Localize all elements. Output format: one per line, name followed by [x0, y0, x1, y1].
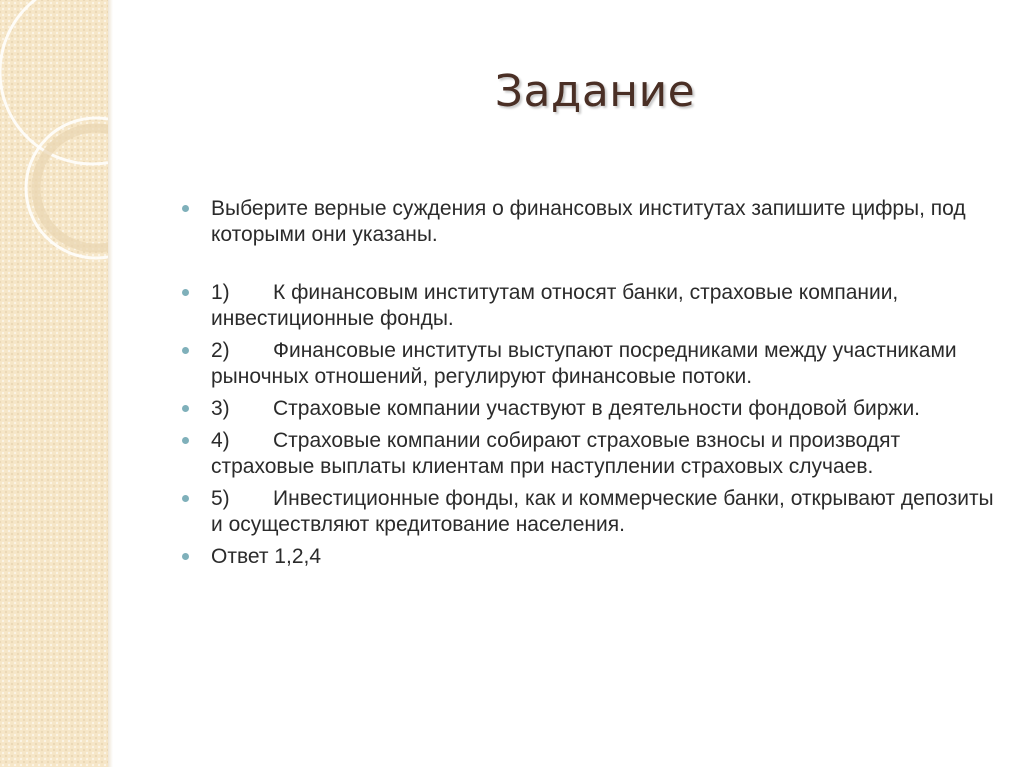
- option-item-5: [178, 486, 998, 538]
- option-number: 3): [211, 397, 230, 420]
- task-list: [178, 196, 998, 570]
- option-text: Страховые компании участвуют в деятельности фондовой биржи.: [273, 397, 921, 420]
- decorative-rings-graphic: [0, 0, 108, 767]
- option-text: Финансовые институты выступают посредниками между участниками рыночных отношений, регулируют финансовые потоки.: [211, 339, 957, 388]
- decorative-side-panel: [0, 0, 108, 767]
- slide-title: Задание: [494, 66, 696, 117]
- bullet-icon: [182, 205, 189, 212]
- option-text: Страховые компании собирают страховые взносы и производят страховые выплаты клиентам при наступлении страховых случаев.: [211, 429, 901, 478]
- task-intro: [178, 196, 998, 248]
- option-text: Инвестиционные фонды, как и коммерческие банки, открывают депозиты и осуществляют кредитование населения.: [211, 487, 994, 536]
- option-item-1: [178, 280, 998, 332]
- bullet-icon: [182, 289, 189, 296]
- bullet-icon: [182, 405, 189, 412]
- option-number: 2): [211, 339, 230, 362]
- bullet-icon: [182, 437, 189, 444]
- option-text: К финансовым институтам относят банки, страховые компании, инвестиционные фонды.: [211, 281, 899, 330]
- option-item-2: [178, 338, 998, 390]
- option-number: 1): [211, 281, 230, 304]
- task-intro-text: Выберите верные суждения о финансовых институтах запишите цифры, под которыми они указаны.: [211, 197, 966, 246]
- answer-text: Ответ 1,2,4: [211, 545, 322, 568]
- option-number: 5): [211, 487, 230, 510]
- option-number: 4): [211, 429, 230, 452]
- side-panel-edge: [108, 0, 113, 767]
- bullet-icon: [182, 553, 189, 560]
- option-item-4: [178, 428, 998, 480]
- answer-item: [178, 544, 998, 570]
- bullet-icon: [182, 347, 189, 354]
- option-item-3: [178, 396, 998, 422]
- bullet-icon: [182, 495, 189, 502]
